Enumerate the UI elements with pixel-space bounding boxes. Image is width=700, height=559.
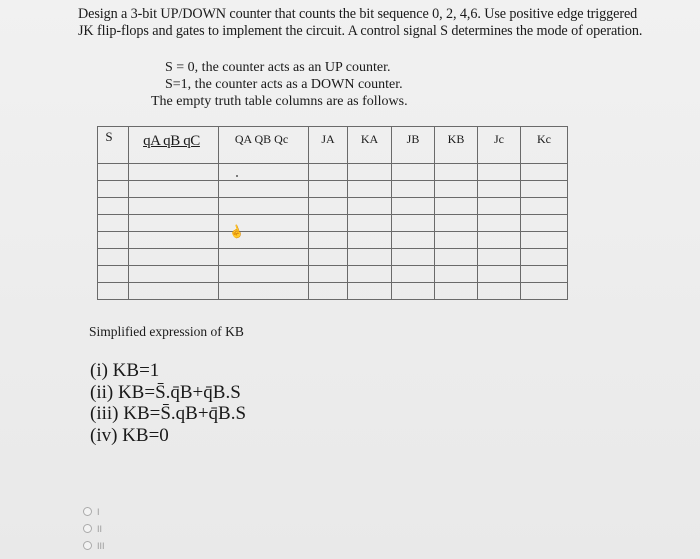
table-cell [129,181,219,198]
header-ka: KA [348,127,392,164]
header-next-state: QA QB Qc [219,127,309,164]
stray-dot [236,175,238,177]
table-cell [98,249,129,266]
header-ja: JA [309,127,348,164]
table-cell [521,232,568,249]
table-cell [392,283,435,300]
simplified-label: Simplified expression of KB [89,324,244,339]
option-ii-text: (ii) KB=S̄.q̄B+q̄B.S [90,381,241,403]
table-cell [521,164,568,181]
header-kc: Kc [521,127,568,164]
table-cell [348,266,392,283]
table-cell [348,249,392,266]
problem-statement: Design a 3-bit UP/DOWN counter that counts the bit sequence 0, 2, 4,6. Use positive edge triggered JK flip-flops and gates to implement the circuit. A control signal S determines the mode of operation. [78,6,643,39]
table-cell [521,215,568,232]
table-cell [98,232,129,249]
table-cell [98,198,129,215]
table-cell [478,249,521,266]
mouse-cursor-icon: ☝ [226,222,246,242]
truth-table [97,126,568,300]
table-cell [98,215,129,232]
table-cell [435,283,478,300]
table-cell [219,266,309,283]
table-cell [129,198,219,215]
table-cell [392,215,435,232]
table-row [98,249,568,266]
table-cell [348,164,392,181]
table-cell [435,249,478,266]
expression-list [90,360,246,446]
condition-up: S = 0, the counter acts as an UP counter. [165,60,391,75]
header-jb: JB [392,127,435,164]
table-header-row [98,127,568,164]
table-cell [478,215,521,232]
condition-down: S=1, the counter acts as a DOWN counter. [165,77,403,92]
header-jc: Jc [478,127,521,164]
option-i-text: (i) KB=1 [90,360,160,381]
table-cell [521,198,568,215]
table-cell [309,215,348,232]
table-cell [348,215,392,232]
table-cell [98,181,129,198]
answer-option-i[interactable]: I [83,503,105,520]
header-kb: KB [435,127,478,164]
table-cell [435,215,478,232]
table-cell [348,283,392,300]
table-cell [219,283,309,300]
table-row [98,198,568,215]
table-cell [435,232,478,249]
table-row [98,266,568,283]
table-cell [435,181,478,198]
table-cell [309,266,348,283]
table-cell [521,283,568,300]
table-row [98,232,568,249]
table-cell [478,164,521,181]
table-cell [219,181,309,198]
table-cell [98,164,129,181]
table-cell [129,232,219,249]
table-cell [309,249,348,266]
header-present-state: qA qB qC [129,127,219,164]
table-cell [478,198,521,215]
table-cell [521,249,568,266]
table-cell [309,198,348,215]
table-row [98,215,568,232]
table-cell [98,283,129,300]
table-cell [478,232,521,249]
table-row [98,283,568,300]
table-cell [392,232,435,249]
table-cell [521,266,568,283]
header-s: S [98,127,129,164]
table-cell [478,266,521,283]
table-cell [392,198,435,215]
table-row [98,181,568,198]
table-cell [392,266,435,283]
table-cell [435,266,478,283]
table-cell [435,164,478,181]
table-cell [98,266,129,283]
table-cell [309,283,348,300]
table-cell [129,164,219,181]
radio-icon[interactable] [83,524,92,533]
table-cell [219,249,309,266]
table-cell [392,164,435,181]
table-cell [392,181,435,198]
option-iv-text: (iv) KB=0 [90,424,169,446]
option-iii-text: (iii) KB=S̄.qB+q̄B.S [90,403,247,424]
radio-icon[interactable] [83,507,92,516]
table-row [98,164,568,181]
table-cell [219,164,309,181]
table-cell [392,249,435,266]
table-cell [435,198,478,215]
answer-option-iii[interactable]: III [83,537,105,554]
table-cell [521,181,568,198]
table-cell [309,181,348,198]
table-cell [348,198,392,215]
table-note: The empty truth table columns are as follows. [151,94,408,109]
table-cell [309,164,348,181]
table-cell [348,181,392,198]
table-cell [129,249,219,266]
table-cell [478,283,521,300]
table-cell [129,215,219,232]
radio-icon[interactable] [83,541,92,550]
table-cell [219,198,309,215]
answer-option-ii[interactable]: II [83,520,105,537]
table-cell [348,232,392,249]
table-cell [309,232,348,249]
answer-options [83,503,105,554]
table-cell [129,266,219,283]
table-cell [478,181,521,198]
table-cell [129,283,219,300]
